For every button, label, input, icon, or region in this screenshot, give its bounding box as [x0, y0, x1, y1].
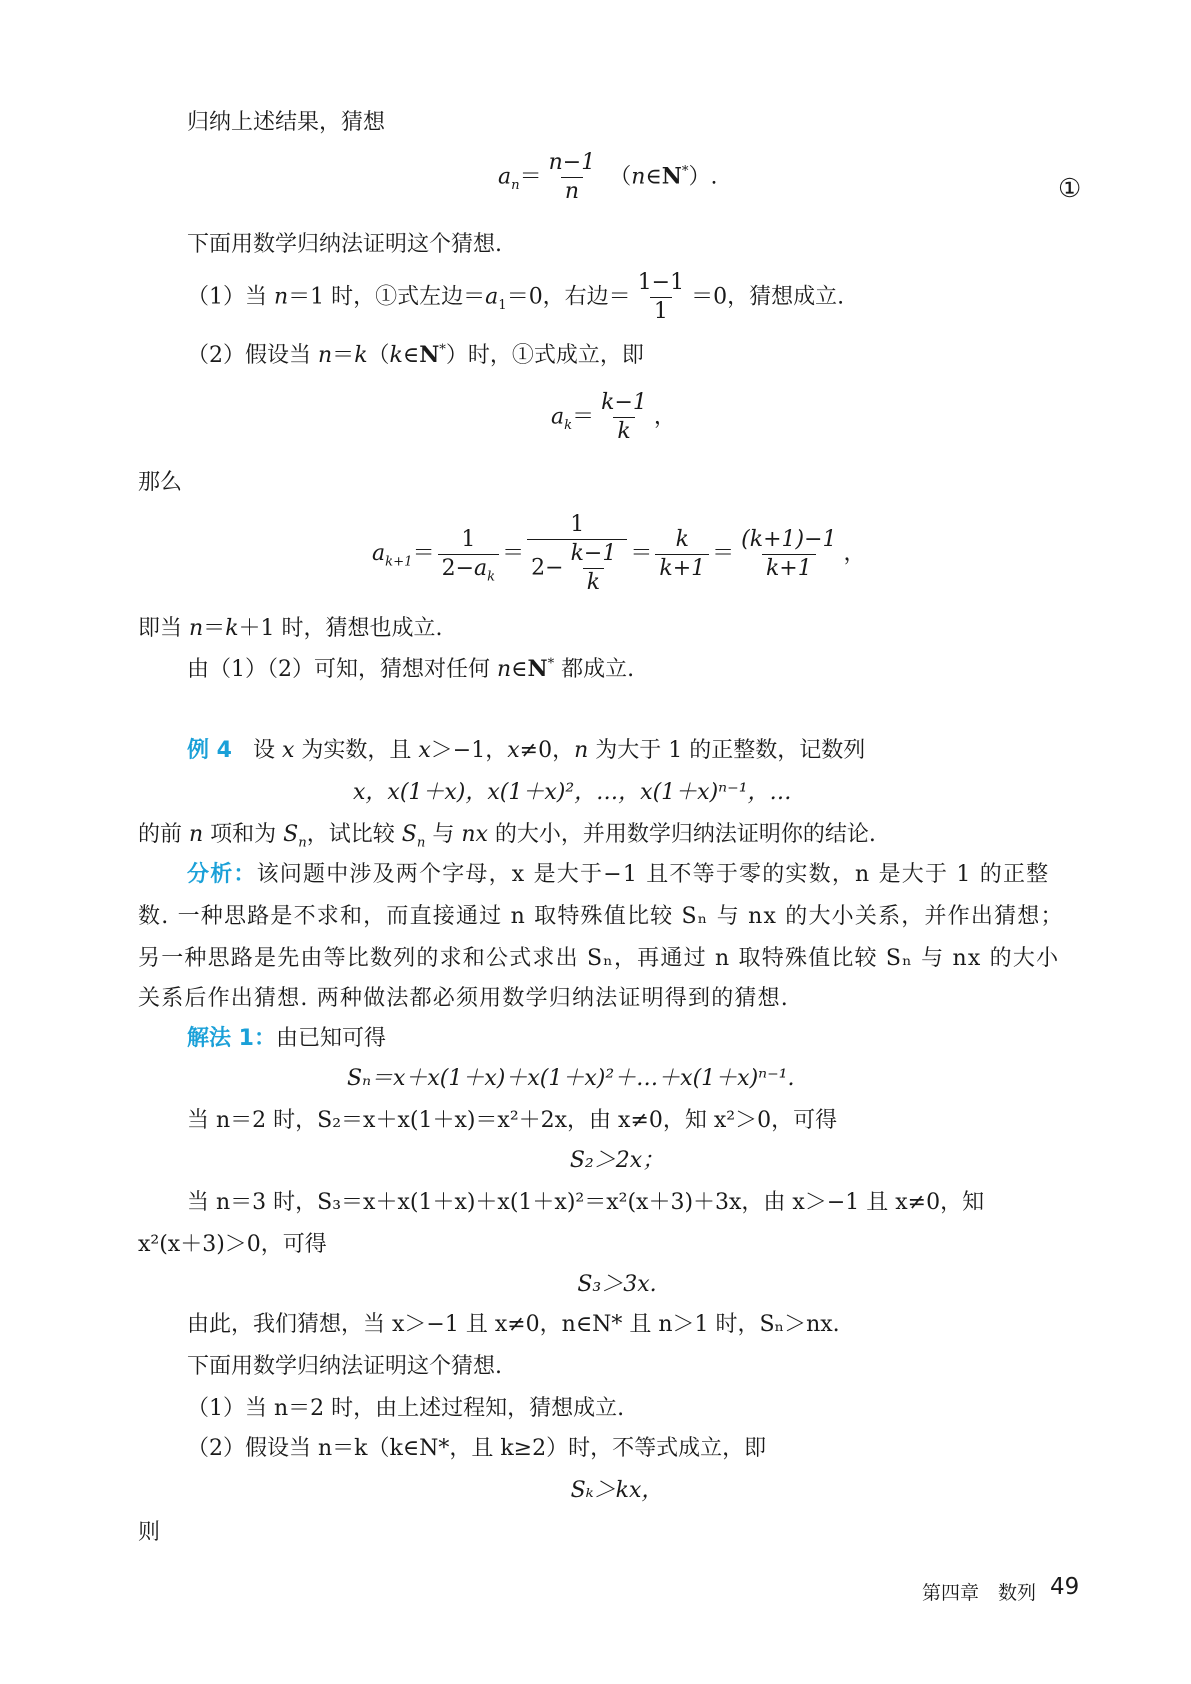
var-n: n [189, 616, 204, 641]
eq-sign: ＝ [519, 164, 542, 190]
step-2 [187, 344, 644, 367]
sub-n: n [511, 177, 520, 193]
var-nx: nx [461, 822, 488, 847]
var-k: k [389, 343, 403, 368]
var-a: a [498, 164, 512, 190]
var-a: a [485, 284, 499, 310]
denominator: 1 [650, 297, 672, 323]
text: ≠0， [519, 738, 575, 763]
text: 的大小，并用数学归纳法证明你的结论. [487, 822, 876, 847]
denominator [438, 554, 500, 584]
set-N: N [419, 342, 440, 368]
guess-paragraph: 由此，我们猜想，当 x＞−1 且 x≠0，n∈N* 且 n＞1 时，Sₙ＞nx. [187, 1312, 840, 1337]
text: 都成立. [554, 657, 635, 682]
eq-sign: ＝ [572, 404, 595, 430]
denominator: n [561, 177, 583, 203]
in-sign: ∈ [645, 164, 662, 190]
analysis-line-1 [187, 864, 1049, 886]
fraction [634, 272, 688, 323]
text: 该问题中涉及两个字母，x 是大于−1 且不等于零的实数，n 是大于 1 的正整 [256, 862, 1050, 887]
var-S: S [401, 822, 417, 847]
var-n: n [189, 822, 204, 847]
star: * [681, 164, 689, 180]
numerator: 1−1 [637, 270, 685, 295]
var-a: a [474, 555, 488, 581]
analysis-line-3: 另一种思路是先由等比数列的求和公式求出 Sₙ，再通过 n 取特殊值比较 Sₙ 与 nx 的大小 [138, 946, 1060, 971]
comma: ， [653, 404, 676, 430]
formula-s2: S₂＞2x； [569, 1148, 665, 1173]
numerator: 1 [461, 526, 476, 552]
analysis-label: 分析： [187, 862, 257, 887]
text: 为大于 1 的正整数，记数列 [588, 738, 866, 763]
var-x: x [507, 738, 520, 763]
text: ＞−1， [430, 738, 508, 763]
set-N: N [527, 656, 548, 682]
in-sign: ∈ [402, 343, 420, 368]
var-k: k [354, 343, 368, 368]
cond-close: ）. [688, 164, 718, 190]
fraction-4 [737, 526, 840, 581]
eq-sign: ＝ [502, 541, 525, 566]
text: 由已知可得 [275, 1026, 386, 1051]
var-S: S [283, 822, 299, 847]
equation-marker: ① [1058, 174, 1082, 204]
denominator: k+1 [655, 554, 709, 580]
var-n: n [631, 164, 646, 190]
numerator: k [675, 526, 689, 552]
star: * [547, 656, 555, 672]
numerator: n−1 [548, 150, 596, 175]
sub-1: 1 [498, 297, 507, 313]
den-prefix: 2− [531, 555, 564, 581]
solution-1-heading [187, 1028, 386, 1050]
paragraph-then-final: 则 [138, 1520, 161, 1545]
formula-sk: Sₖ＞kx， [570, 1478, 664, 1503]
analysis-line-2: 数. 一种思路是不求和，而直接通过 n 取特殊值比较 Sₙ 与 nx 的大小关系，并作出猜想； [138, 904, 1064, 929]
step-2-text: ）时，①式成立，即 [445, 343, 644, 368]
denominator: k+1 [762, 554, 816, 580]
text: ＋1 时，猜想也成立. [238, 616, 443, 641]
eq-sign: ＝ [332, 343, 355, 368]
numerator: (k+1)−1 [741, 526, 837, 552]
fraction-2 [527, 514, 627, 594]
sub-k: k [487, 568, 496, 584]
var-a: a [551, 404, 565, 430]
formula-ak1 [372, 514, 866, 594]
formula-ak [551, 392, 676, 443]
example-4-heading [187, 740, 865, 762]
formula-sn: Sₙ＝x＋x(1＋x)＋x(1＋x)²＋…＋x(1＋x)ⁿ⁻¹. [347, 1066, 795, 1091]
formula-s3: S₃＞3x. [577, 1272, 657, 1297]
eq-sign: ＝ [203, 616, 226, 641]
paragraph-then: 那么 [138, 470, 183, 495]
eq-sign: ＝ [412, 541, 435, 566]
numerator: k−1 [570, 541, 617, 566]
paragraph-proof-intro: 下面用数学归纳法证明这个猜想. [187, 232, 502, 257]
step-1-text-3: ＝0，猜想成立. [691, 284, 845, 310]
case-n3-line-1: 当 n＝3 时，S₃＝x＋x(1＋x)＋x(1＋x)²＝x²(x＋3)＋3x，由 x＞−1 且 x≠0，知 [187, 1190, 985, 1215]
fraction [545, 152, 600, 203]
step-2-b: （2）假设当 n＝k（k∈N*，且 k≥2）时，不等式成立，即 [187, 1436, 767, 1461]
var-n: n [497, 657, 512, 682]
in-sign: ∈ [511, 657, 528, 682]
var-k: k [225, 616, 239, 641]
proof-intro-2: 下面用数学归纳法证明这个猜想. [187, 1354, 502, 1379]
sub-n: n [416, 835, 426, 851]
step-1-prefix: （1）当 [187, 284, 274, 310]
cond-open: （ [367, 343, 390, 368]
fraction-3 [655, 526, 709, 581]
step-1 [187, 272, 844, 323]
numerator: 1 [570, 512, 585, 537]
star: * [439, 342, 446, 358]
sub-k: k [564, 417, 573, 433]
text: 为实数，且 [294, 738, 419, 763]
text: 由（1）（2）可知，猜想对任何 [187, 657, 497, 682]
text: 与 [425, 822, 462, 847]
comma: ， [843, 541, 866, 566]
var-n: n [574, 738, 589, 763]
analysis-line-4: 关系后作出猜想. 两种做法都必须用数学归纳法证明得到的猜想. [138, 986, 789, 1011]
example-4-question [138, 822, 876, 851]
sub-k1: k+1 [385, 554, 413, 570]
example-4-sequence: x，x(1＋x)，x(1＋x)²，…，x(1＋x)ⁿ⁻¹，… [353, 780, 792, 805]
den-prefix: 2− [441, 555, 475, 581]
denominator: k [613, 417, 634, 443]
paragraph-k1 [138, 618, 443, 640]
case-n3-line-2: x²(x＋3)＞0，可得 [138, 1232, 327, 1257]
text: 即当 [138, 616, 189, 641]
var-x: x [418, 738, 431, 763]
paragraph-intro: 归纳上述结果，猜想 [187, 110, 386, 135]
paragraph-conclusion [187, 658, 634, 681]
solution-label: 解法 1： [187, 1026, 276, 1051]
eq-sign: ＝ [630, 541, 653, 566]
eq-sign: ＝ [712, 541, 735, 566]
fraction [597, 392, 651, 443]
var-n: n [318, 343, 333, 368]
var-a: a [372, 541, 386, 566]
step-1-text: ＝1 时，①式左边＝ [288, 284, 486, 310]
case-n2: 当 n＝2 时，S₂＝x＋x(1＋x)＝x²＋2x，由 x≠0，知 x²＞0，可得 [187, 1108, 838, 1133]
numerator: k−1 [601, 390, 647, 415]
var-x: x [281, 738, 295, 763]
example-label: 例 4 [187, 738, 232, 763]
step-1-text-2: ＝0，右边＝ [506, 284, 631, 310]
step-2-prefix: （2）假设当 [187, 343, 318, 368]
chapter-footer: 第四章 数列 [922, 1582, 1037, 1604]
denominator: k [583, 568, 604, 594]
inner-fraction [567, 543, 621, 594]
text: 项和为 [203, 822, 284, 847]
page-number: 49 [1050, 1574, 1080, 1600]
cond-open: （ [609, 164, 632, 190]
text: 设 [252, 738, 282, 763]
text: ，试比较 [306, 822, 402, 847]
fraction-1 [438, 526, 500, 584]
text: 的前 [138, 822, 189, 847]
var-n: n [274, 284, 289, 310]
set-N: N [661, 163, 682, 190]
step-1-b: （1）当 n＝2 时，由上述过程知，猜想成立. [187, 1396, 625, 1421]
sub-n: n [298, 835, 307, 851]
formula-an [498, 152, 717, 203]
denominator [527, 539, 627, 594]
